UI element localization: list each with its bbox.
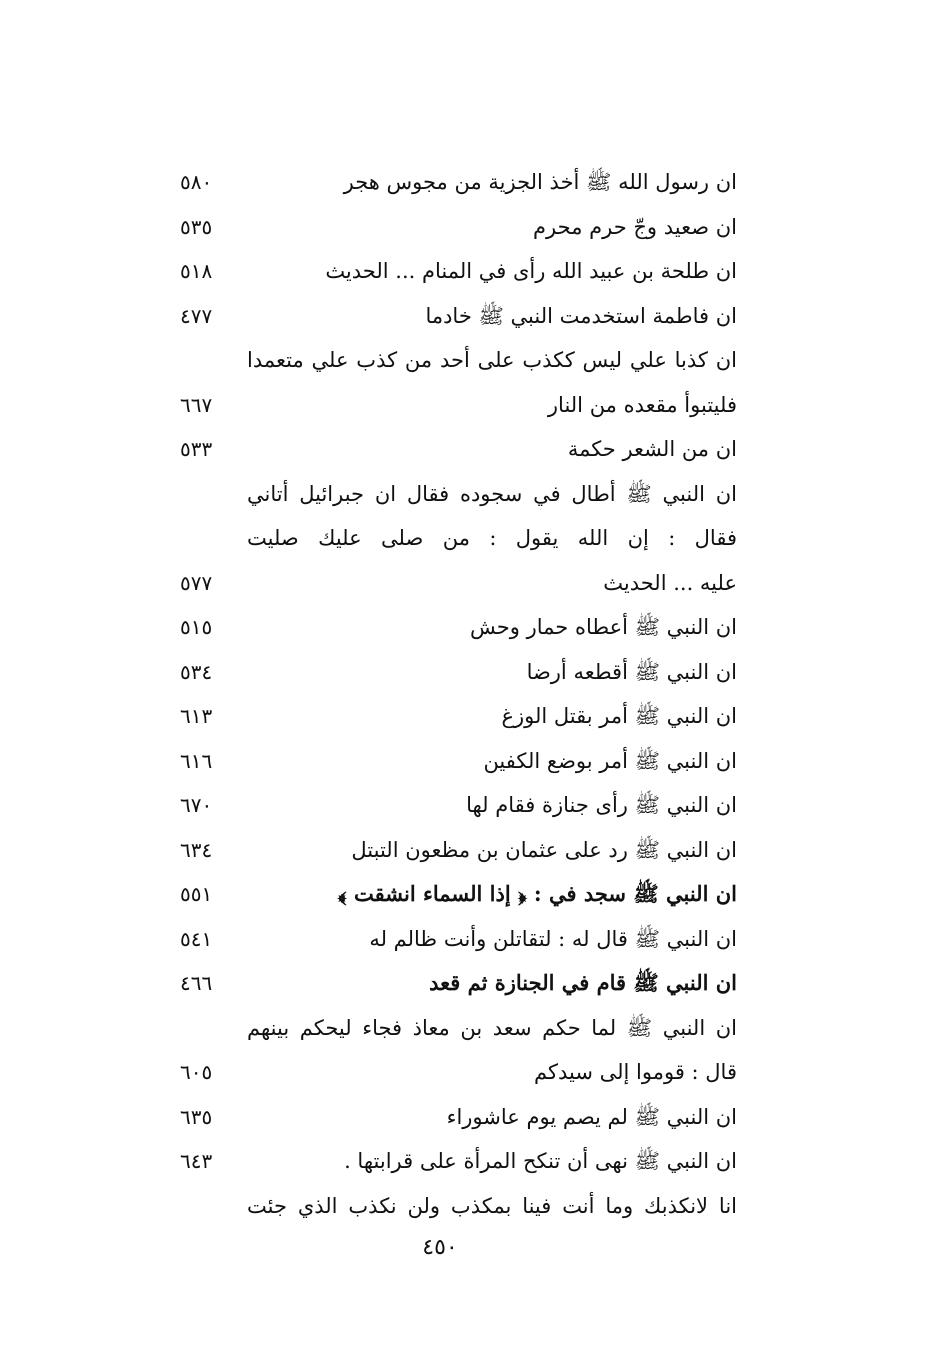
entry-page-number: ٦٠٥ — [180, 1060, 213, 1084]
entry-page-number: ٦١٦ — [180, 748, 213, 773]
entry-page-number: ٥٤١ — [180, 926, 213, 951]
entry-page-number: ٦٧٠ — [180, 793, 213, 817]
entry-page-number: ٥٣٥ — [180, 214, 213, 239]
index-entry — [175, 739, 745, 784]
index-entry — [175, 1139, 745, 1184]
entry-text: ان من الشعر حكمة — [567, 437, 737, 461]
index-entry — [175, 383, 745, 428]
entry-text: ان النبي ﷺ قام في الجنازة ثم قعد — [429, 970, 737, 995]
entry-text: ان طلحة بن عبيد الله رأى في المنام ... الحديث — [325, 259, 737, 283]
hadith-index-list — [175, 160, 745, 1228]
index-entry — [175, 917, 745, 962]
entry-text: ان النبي ﷺ أمر بقتل الوزغ — [501, 704, 737, 728]
entry-page-number: ٦٤٣ — [180, 1149, 213, 1173]
index-entry — [175, 694, 745, 739]
entry-page-number: ٥٨٠ — [180, 170, 213, 194]
entry-text: انا لانكذبك وما أنت فينا بمكذب ولن نكذب الذي جئت — [247, 1193, 737, 1218]
index-entry — [175, 338, 745, 383]
entry-page-number: ٥١٥ — [180, 615, 213, 639]
entry-page-number: ٦٣٥ — [180, 1104, 213, 1129]
entry-text: ان كذبا علي ليس ككذب على أحد من كذب علي متعمدا — [247, 348, 737, 372]
index-entry — [175, 1095, 745, 1140]
entry-text: ان النبي ﷺ أعطاه حمار وحش — [470, 615, 737, 639]
entry-text: ان النبي ﷺ أمر بوضع الكفين — [483, 748, 737, 773]
index-entry — [175, 872, 745, 917]
entry-page-number: ٥٣٣ — [180, 437, 213, 461]
entry-text: عليه ... الحديث — [603, 570, 737, 595]
index-entry — [175, 1006, 745, 1051]
entry-page-number: ٦١٣ — [180, 704, 213, 728]
index-entry — [175, 1050, 745, 1095]
index-entry — [175, 472, 745, 517]
entry-text: ان رسول الله ﷺ أخذ الجزية من مجوس هجر — [343, 170, 737, 194]
index-entry — [175, 516, 745, 561]
entry-text: ان النبي ﷺ رد على عثمان بن مظعون التبتل — [351, 837, 737, 862]
index-entry — [175, 160, 745, 205]
entry-text: قال : قوموا إلى سيدكم — [534, 1060, 737, 1084]
entry-page-number: ٥٥١ — [180, 882, 213, 906]
entry-page-number: ٥٣٤ — [180, 659, 213, 684]
entry-text: ان النبي ﷺ أطال في سجوده فقال ان جبرائيل أتاني — [247, 481, 737, 506]
entry-text: ان النبي ﷺ نهى أن تنكح المرأة على قرابتها . — [344, 1149, 737, 1173]
entry-text: ان فاطمة استخدمت النبي ﷺ خادما — [425, 303, 737, 328]
entry-page-number: ٦٦٧ — [180, 392, 213, 417]
entry-page-number: ٥١٨ — [180, 259, 213, 283]
index-entry — [175, 605, 745, 650]
entry-text: ان النبي ﷺ قال له : لتقاتلن وأنت ظالم له — [369, 926, 737, 951]
index-entry — [175, 1184, 745, 1229]
entry-text: ان النبي ﷺ أقطعه أرضا — [526, 659, 737, 684]
entry-page-number: ٦٣٤ — [180, 837, 213, 862]
entry-text: ان النبي ﷺ رأى جنازة فقام لها — [466, 793, 737, 817]
index-entry — [175, 427, 745, 472]
index-entry — [175, 294, 745, 339]
index-entry — [175, 783, 745, 828]
entry-page-number: ٥٧٧ — [180, 570, 213, 595]
entry-text: ان النبي ﷺ لما حكم سعد بن معاذ فجاء ليحكم بينهم — [247, 1015, 737, 1040]
entry-page-number: ٤٦٦ — [180, 971, 213, 995]
entry-text: ان صعيد وجّ حرم محرم — [533, 214, 737, 239]
index-entry — [175, 828, 745, 873]
entry-text: فقال : إن الله يقول : من صلى عليك صليت — [247, 526, 737, 550]
entry-page-number: ٤٧٧ — [180, 303, 213, 328]
index-entry — [175, 205, 745, 250]
entry-text: ان النبي ﷺ سجد في : ﴿ إذا السماء انشقت ﴾ — [338, 881, 737, 906]
entry-text: فليتبوأ مقعده من النار — [547, 392, 737, 417]
page-number: ٤٥٠ — [422, 1235, 458, 1260]
entry-text: ان النبي ﷺ لم يصم يوم عاشوراء — [446, 1104, 737, 1129]
index-entry — [175, 249, 745, 294]
index-entry — [175, 561, 745, 606]
index-entry — [175, 650, 745, 695]
index-entry — [175, 961, 745, 1006]
